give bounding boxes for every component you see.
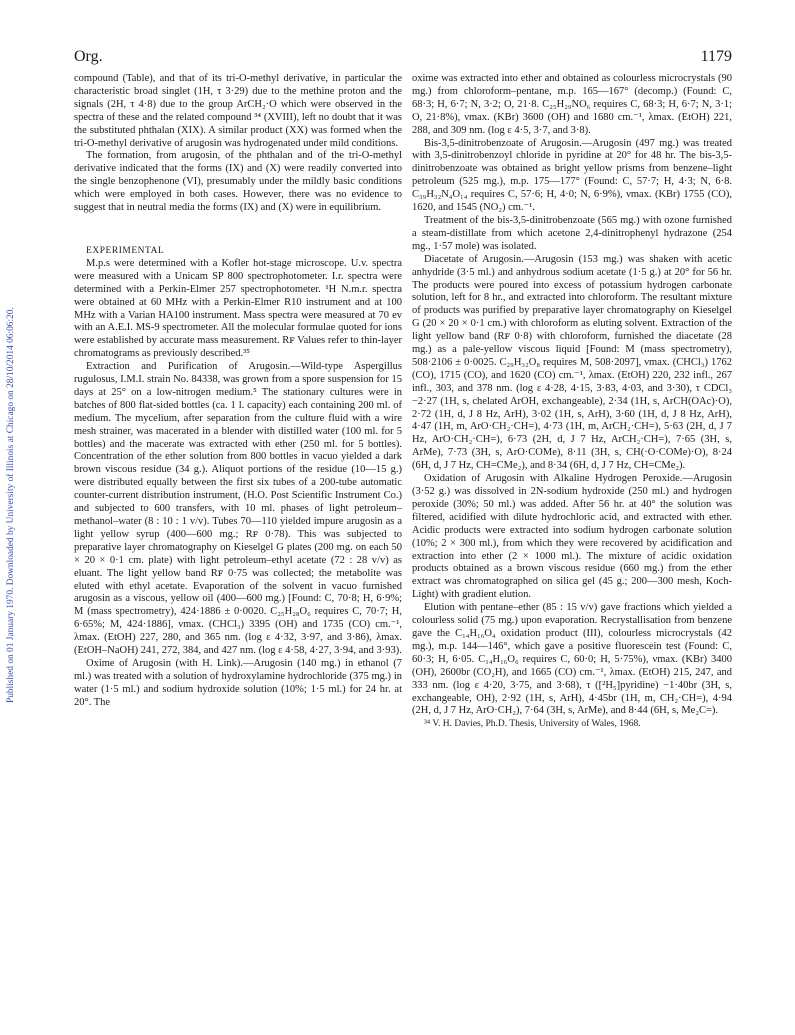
body-paragraph: Bis-3,5-dinitrobenzoate of Arugosin.—Arugosin (497 mg.) was treated with 3,5-dinitrobenzoyl chloride in pyridine at 20° for 48 hr. The bis-3,5-dinitrobenzoate was obtained as bright yellow prisms from benzene–light petroleum (525 mg.), m.p. 175—177° (Found: C, 57·7; H, 4·3; N, 6·8. C₃₉H₃₂N₄O₁₄ requires C, 57·6; H, 4·0; N, 6·9%), νmax. (KBr) 1755 (CO), 1620, and 1545 (NO₂) cm.⁻¹. — [412, 137, 732, 214]
left-column — [74, 73, 402, 710]
body-paragraph: compound (Table), and that of its tri-O-methyl derivative, in particular the characteristic broad singlet (1H, τ 3·29) due to the methine proton and the signals (2H, τ 4·8) due to the group ArCH₂·O which were observed in the spectra of these and the related compound ³⁴ (XVIII), left no doubt that it was the substituted phthalan (XIX). A similar product (XX) was formed when the tri-O-methyl derivative of arugosin was hydrogenated under mild conditions. — [74, 73, 402, 149]
body-paragraph: The formation, from arugosin, of the phthalan and of the tri-O-methyl derivative indicated that the forms (IX) and (X) were readily converted into the single benzophenone (VI), presumably under the mildly basic conditions which were employed in both cases. However, there was no evidence to suggest that in neutral media the forms (IX) and (X) were in equilibrium. — [74, 150, 402, 214]
body-paragraph: Diacetate of Arugosin.—Arugosin (153 mg.) was shaken with acetic anhydride (3·5 ml.) and anhydrous sodium acetate (1·5 g.) at 20° for 56 hr. The products were poured into excess of potassium hydrogen carbonate solution, left for 8 hr., and extracted into chloroform. The resultant mixture of products was purified by preparative layer chromatography on Kieselgel G (20 × 20 × 0·1 cm.) with chloroform as eluting solvent. Extraction of the light yellow band (Rꜰ 0·8) with chloroform, furnished the diacetate (28 mg.) as a pale-yellow viscous liquid [Found: M (mass spectrometry), 508·2106 ± 0·0025. C₂₉H₃₂O₈ requires M, 508·2097], νmax. (CHCl₃) 1762 (CO), 1715 (CO), and 1620 (CO) cm.⁻¹, λmax. (EtOH) 220, 232 infl., 267 infl., 303, and 378 nm. (log ε 4·28, 4·15, 3·83, 4·03, and 3·30), τ CDCl₃ −2·27 (1H, s, chelated ArOH, exchangeable), 2·34 (1H, s, ArCH(OAc)·O), 2·72 (1H, d, J 8 Hz, ArH), 3·02 (1H, s, ArH), 3·60 (1H, d, J 8 Hz, ArH), 4·47 (1H, m, ArO·CH₂·CH=), 4·73 (1H, m, ArCH₂·CH=), 5·63 (2H, d, J 7 Hz, ArO·CH₂·CH=), 6·73 (2H, d, J 7 Hz, ArCH₂·CH=), 7·65 (3H, s, ArMe), 7·73 (3H, s, ArO·COMe), 8·11 (3H, s, CH(·O·COMe)·O), 8·24 (6H, d, J 7 Hz, CH=CMe₂), and 8·34 (6H, d, J 7 Hz, CH=CMe₂). — [412, 253, 732, 472]
right-column — [412, 73, 732, 731]
page-number: 1179 — [700, 48, 732, 65]
body-paragraph: Oxidation of Arugosin with Alkaline Hydrogen Peroxide.—Arugosin (3·52 g.) was dissolved in 2N-sodium hydroxide (250 ml.) and hydrogen peroxide (30%; 50 ml.) was added. After 56 hr. at 40° the solution was filtered, acidified with dilute hydrochloric acid, and extracted with ether. Acidic products were extracted into sodium hydrogen carbonate solution (10%; 2 × 300 ml.), from which they were recovered by acidification and extraction into ether (2 × 1000 ml.). The mixture of acidic oxidation products obtained as a brown viscous residue (660 mg.) from the ether extract was chromatographed on silica gel (45 g.; 200—300 mesh, Koch-Light) with gradient elution. — [412, 473, 732, 601]
journal-section: Org. — [74, 48, 103, 65]
body-paragraph: Treatment of the bis-3,5-dinitrobenzoate (565 mg.) with ozone furnished a steam-distillate from which acetone 2,4-dinitrophenyl hydrazone (254 mg., 1·57 mole) was isolated. — [412, 214, 732, 252]
body-paragraph: oxime was extracted into ether and obtained as colourless microcrystals (90 mg.) from chloroform–pentane, m.p. 165—167° (decomp.) (Found: C, 68·3; H, 6·7; N, 3·2; O, 21·8. C₂₅H₂₉NO₆ requires C, 68·3; H, 6·7; N, 3·1; O, 21·8%), νmax. (KBr) 3600 (OH) and 1680 cm.⁻¹, λmax. (EtOH) 221, 288, and 309 nm. (log ε 4·5, 3·7, and 3·8). — [412, 73, 732, 136]
experimental-paragraph: Extraction and Purification of Arugosin.—Wild-type Aspergillus rugulosus, I.M.I. strain No. 84338, was grown from a spore suspension for 15 days at 25° on a low-nitrogen medium.⁵ The stationary cultures were in batches of 800 flat-sided bottles (ca. 1 l. capacity) each containing 200 ml. of medium. The mycelium, after separation from the culture fluid with a wire mesh strainer, was macerated in a blender with distilled water (100 ml. for 5 bottles) and the macerate was extracted with ether (250 ml. for 5 bottles). Concentration of the ether solution from 800 bottles in vacuo yielded a dark brown viscous residue (34 g.). Aliquot portions of the residue (10—15 g.) were distributed equally between the first six tubes of a 200-tube automatic counter-current distribution instrument, (H.O. Post Scientific Instrument Co.) and subjected to 600 transfers, with 10 ml. phases of light petroleum–methanol–water (8 : 10 : 1 v/v). Tubes 70—110 yielded impure arugosin as a light yellow syrup (400—600 mg.; Rꜰ 0·78). This was subjected to preparative layer chromatography on Kieselgel G plates (200 mg. on each 50 × 20 × 0·1 cm. plate) with light petroleum–ethyl acetate (72 : 28 v/v) as eluant. The light yellow band Rꜰ 0·75 was collected; the metabolite was eluted with ethyl acetate. Evaporation of the solvent in vacuo furnished arugosin as a viscous, yellow oil (400—600 mg.) [Found: C, 70·8; H, 6·9%; M (mass spectrometry), 424·1886 ± 0·0020. C₂₅H₂₈O₆ requires C, 70·7; H, 6·65%; M, 424·1886], νmax. (CHCl₃) 3395 (OH) and 1735 (CO) cm.⁻¹, λmax. (EtOH) 227, 280, and 365 nm. (log ε 4·32, 3·97, and 3·86), λmax. (EtOH–NaOH) 241, 272, 384, and 427 nm. (log ε 4·58, 4·27, 3·94, and 3·93). — [74, 361, 402, 657]
footnote: ³⁴ V. H. Davies, Ph.D. Thesis, University of Wales, 1968. — [424, 719, 641, 730]
section-heading: EXPERIMENTAL — [86, 245, 165, 256]
experimental-paragraph: Oxime of Arugosin (with H. Link).—Arugosin (140 mg.) in ethanol (7 ml.) was treated with a solution of hydroxylamine hydrochloride (375 mg.) in water (1·5 ml.) and sodium hydroxide solution (10%; 1·5 ml.) for 24 hr. at 20°. The — [74, 657, 402, 708]
publication-side-note[interactable]: Published on 01 January 1970. Downloaded by University of Illinois at Chicago on 28/10/2014 06:06:20. — [6, 307, 16, 703]
experimental-paragraph: M.p.s were determined with a Kofler hot-stage microscope. U.v. spectra were measured with a Unicam SP 800 spectrophotometer. I.r. spectra were determined with a Perkin-Elmer 257 spectrophotometer. ¹H N.m.r. spectra were obtained at 60 MHz with a Perkin-Elmer R10 instrument and at 100 MHz with a Varian HA100 instrument. Mass spectra were measured at 70 ev with an A.E.I. MS-9 spectrometer. All the molecular formulae quoted for ions were established by accurate mass measurement. Rꜰ Values refer to thin-layer chromatograms as previously described.³⁵ — [74, 257, 402, 360]
body-paragraph: Elution with pentane–ether (85 : 15 v/v) gave fractions which yielded a colourless solid (75 mg.) upon evaporation. Recrystallisation from benzene gave the C₁₄H₁₆O₄ oxidation product (III), colourless microcrystals (42 mg.), m.p. 144—146°, which gave a positive fluorescein test (Found: C, 60·3; H, 6·05. C₁₄H₁₆O₆ requires C, 60·0; H, 5·75%), νmax. (KBr) 3400 (OH), 2600br (CO₂H), and 1665 (CO) cm.⁻¹, λmax. (EtOH) 215, 247, and 333 nm. (log ε 4·20, 3·75, and 3·68), τ ([²H₅]pyridine) −1·40br (3H, s, exchangeable, OH), 2·92 (1H, s, ArH), 4·45br (1H, m, CH₂·CH=), 4·94 (2H, d, J 7 Hz, ArO·CH₂), 7·64 (3H, s, ArMe), and 8·44 (6H, s, Me₂C=). — [412, 602, 732, 717]
